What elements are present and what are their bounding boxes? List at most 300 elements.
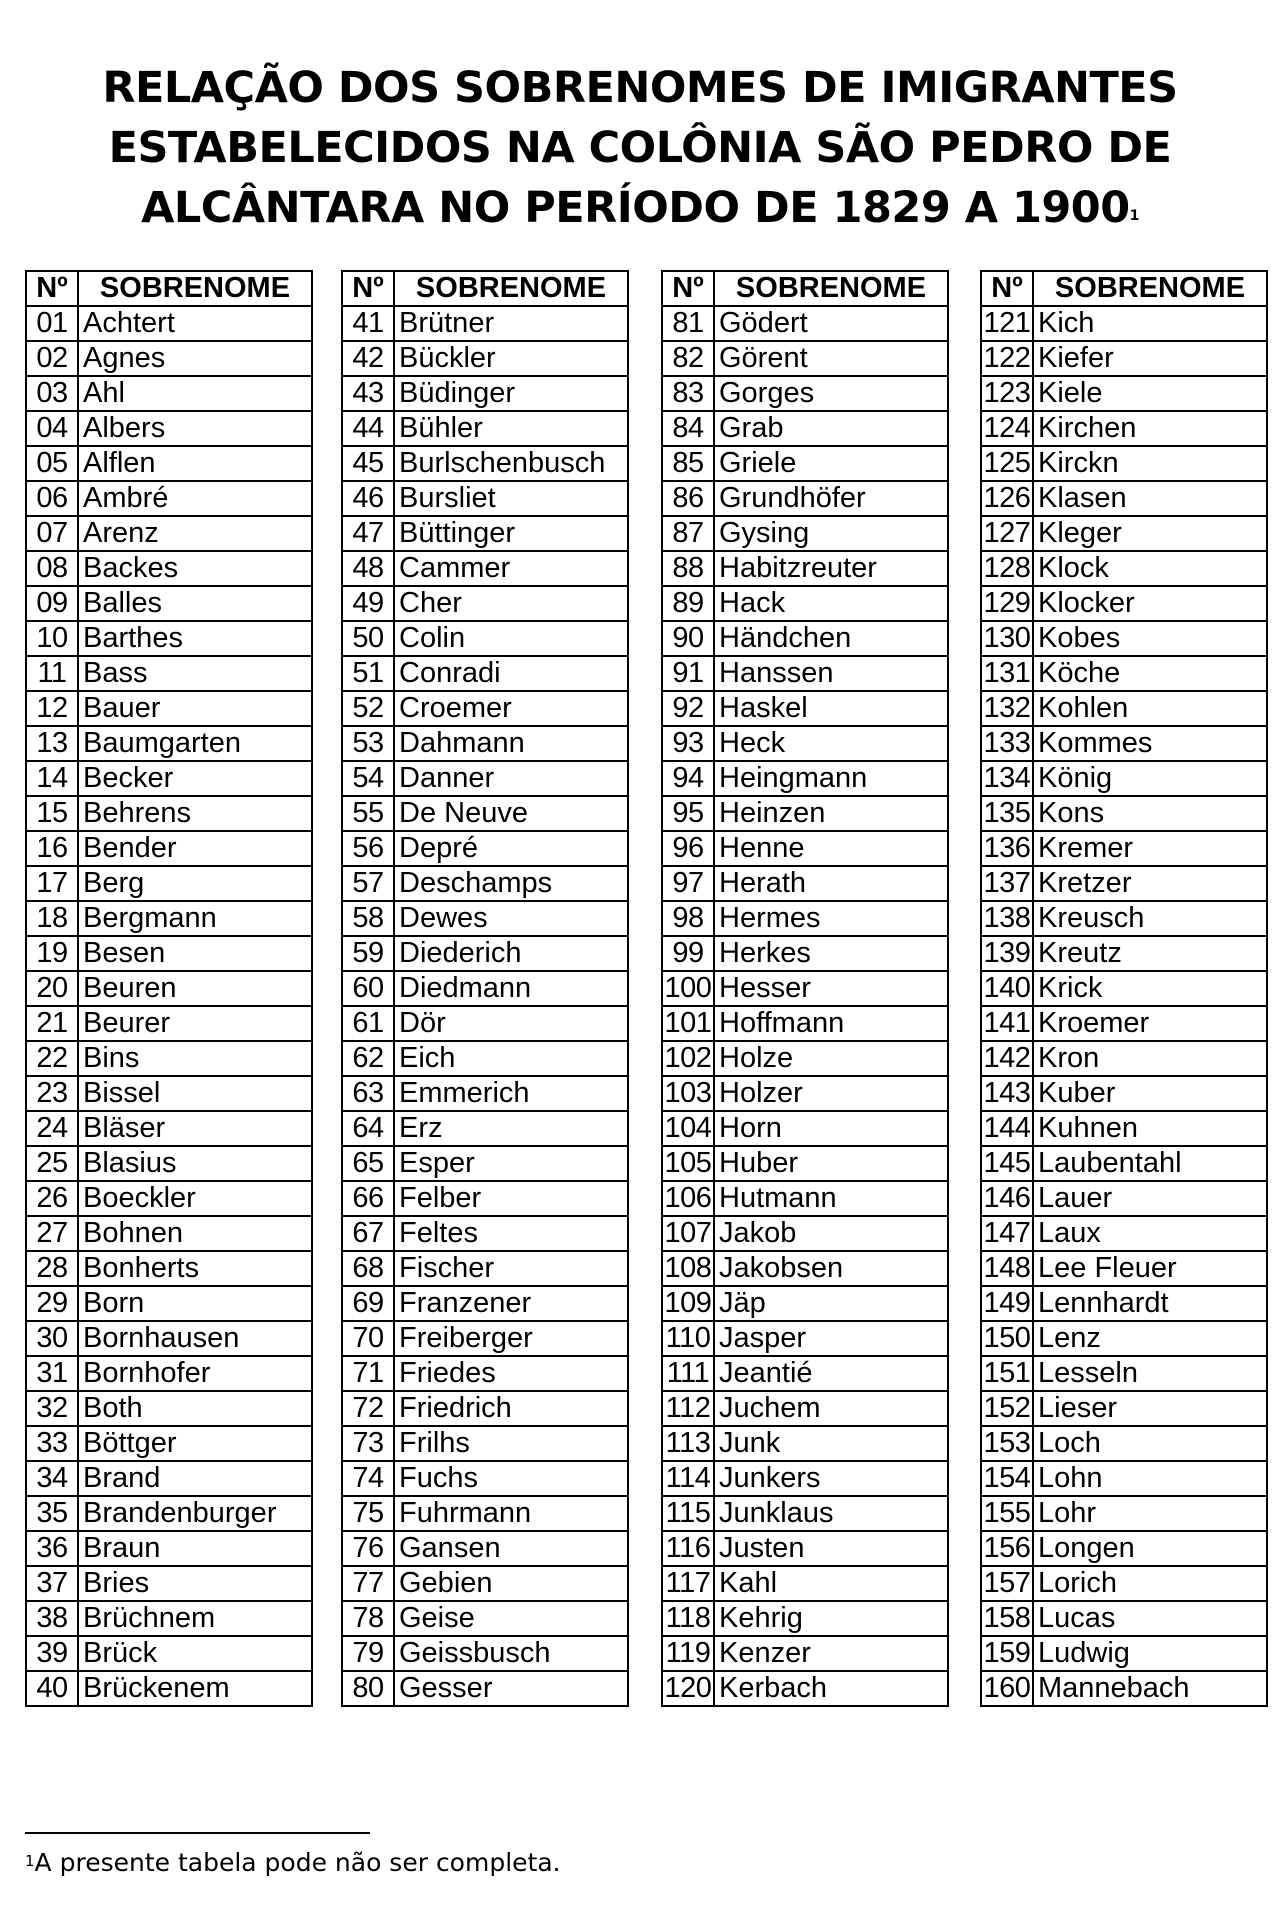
table-row xyxy=(26,306,312,341)
row-number: 123 xyxy=(981,376,1033,411)
row-number: 34 xyxy=(26,1461,78,1496)
row-number: 01 xyxy=(26,306,78,341)
row-surname: Frilhs xyxy=(394,1426,628,1461)
row-surname: Hutmann xyxy=(714,1181,948,1216)
table-row xyxy=(662,866,948,901)
table-header-row xyxy=(342,271,628,306)
row-surname: Felber xyxy=(394,1181,628,1216)
row-surname: Kretzer xyxy=(1033,866,1267,901)
row-number: 111 xyxy=(662,1356,714,1391)
header-surname: SOBRENOME xyxy=(78,271,312,306)
row-surname: Henne xyxy=(714,831,948,866)
table-row xyxy=(981,1251,1267,1286)
row-number: 133 xyxy=(981,726,1033,761)
row-number: 72 xyxy=(342,1391,394,1426)
table-row xyxy=(26,1251,312,1286)
row-number: 150 xyxy=(981,1321,1033,1356)
table-row xyxy=(26,691,312,726)
row-number: 89 xyxy=(662,586,714,621)
row-number: 49 xyxy=(342,586,394,621)
row-number: 21 xyxy=(26,1006,78,1041)
row-number: 73 xyxy=(342,1426,394,1461)
row-number: 11 xyxy=(26,656,78,691)
row-number: 02 xyxy=(26,341,78,376)
table-row xyxy=(342,1636,628,1671)
row-number: 20 xyxy=(26,971,78,1006)
row-surname: Diederich xyxy=(394,936,628,971)
row-surname: Kuhnen xyxy=(1033,1111,1267,1146)
table-row xyxy=(342,516,628,551)
row-number: 37 xyxy=(26,1566,78,1601)
table-row xyxy=(342,1181,628,1216)
row-surname: Arenz xyxy=(78,516,312,551)
table-row xyxy=(981,1076,1267,1111)
table-row xyxy=(26,1496,312,1531)
surname-table xyxy=(980,270,1268,1707)
table-row xyxy=(981,656,1267,691)
table-row xyxy=(662,306,948,341)
table-row xyxy=(662,1426,948,1461)
table-row xyxy=(26,971,312,1006)
row-number: 131 xyxy=(981,656,1033,691)
row-surname: Freiberger xyxy=(394,1321,628,1356)
row-number: 12 xyxy=(26,691,78,726)
row-number: 95 xyxy=(662,796,714,831)
row-number: 22 xyxy=(26,1041,78,1076)
table-row xyxy=(981,1671,1267,1706)
table-row xyxy=(26,481,312,516)
table-row xyxy=(981,411,1267,446)
row-surname: Burlschenbusch xyxy=(394,446,628,481)
row-number: 87 xyxy=(662,516,714,551)
surname-table xyxy=(341,270,629,1707)
row-surname: Haskel xyxy=(714,691,948,726)
row-number: 107 xyxy=(662,1216,714,1251)
footnote xyxy=(25,1845,561,1881)
row-surname: Kreusch xyxy=(1033,901,1267,936)
row-surname: Balles xyxy=(78,586,312,621)
row-number: 38 xyxy=(26,1601,78,1636)
row-surname: Agnes xyxy=(78,341,312,376)
row-surname: Lee Fleuer xyxy=(1033,1251,1267,1286)
row-number: 77 xyxy=(342,1566,394,1601)
row-surname: Feltes xyxy=(394,1216,628,1251)
row-surname: Görent xyxy=(714,341,948,376)
row-number: 85 xyxy=(662,446,714,481)
row-number: 158 xyxy=(981,1601,1033,1636)
table-row xyxy=(26,1356,312,1391)
table-row xyxy=(662,1321,948,1356)
footnote-marker: 1 xyxy=(25,1852,35,1870)
table-row xyxy=(342,341,628,376)
row-surname: Krick xyxy=(1033,971,1267,1006)
row-number: 28 xyxy=(26,1251,78,1286)
row-number: 10 xyxy=(26,621,78,656)
row-surname: Bornhausen xyxy=(78,1321,312,1356)
row-number: 98 xyxy=(662,901,714,936)
table-row xyxy=(981,1426,1267,1461)
row-surname: Junkers xyxy=(714,1461,948,1496)
row-number: 97 xyxy=(662,866,714,901)
row-surname: Junklaus xyxy=(714,1496,948,1531)
row-surname: Beurer xyxy=(78,1006,312,1041)
row-number: 137 xyxy=(981,866,1033,901)
table-row xyxy=(981,971,1267,1006)
table-row xyxy=(981,726,1267,761)
row-surname: Klasen xyxy=(1033,481,1267,516)
table-row xyxy=(342,621,628,656)
table-row xyxy=(26,1006,312,1041)
row-surname: Heingmann xyxy=(714,761,948,796)
row-surname: Dör xyxy=(394,1006,628,1041)
row-number: 76 xyxy=(342,1531,394,1566)
row-number: 42 xyxy=(342,341,394,376)
row-number: 30 xyxy=(26,1321,78,1356)
row-surname: Heck xyxy=(714,726,948,761)
row-surname: Kahl xyxy=(714,1566,948,1601)
row-surname: Händchen xyxy=(714,621,948,656)
row-number: 154 xyxy=(981,1461,1033,1496)
table-row xyxy=(342,1461,628,1496)
surname-table xyxy=(25,270,313,1707)
row-number: 45 xyxy=(342,446,394,481)
table-row xyxy=(662,1041,948,1076)
row-surname: Griele xyxy=(714,446,948,481)
table-row xyxy=(981,1461,1267,1496)
footnote-reference: 1 xyxy=(1129,208,1139,224)
row-surname: Esper xyxy=(394,1146,628,1181)
row-surname: Grab xyxy=(714,411,948,446)
row-number: 147 xyxy=(981,1216,1033,1251)
row-surname: Baumgarten xyxy=(78,726,312,761)
table-row xyxy=(662,621,948,656)
row-number: 26 xyxy=(26,1181,78,1216)
row-surname: Friedrich xyxy=(394,1391,628,1426)
row-number: 103 xyxy=(662,1076,714,1111)
row-number: 81 xyxy=(662,306,714,341)
row-number: 07 xyxy=(26,516,78,551)
row-surname: Köche xyxy=(1033,656,1267,691)
row-surname: Bohnen xyxy=(78,1216,312,1251)
table-row xyxy=(662,376,948,411)
table-row xyxy=(981,691,1267,726)
row-number: 136 xyxy=(981,831,1033,866)
table-row xyxy=(662,1076,948,1111)
row-number: 36 xyxy=(26,1531,78,1566)
table-row xyxy=(26,1566,312,1601)
row-surname: Jakobsen xyxy=(714,1251,948,1286)
table-row xyxy=(26,621,312,656)
table-row xyxy=(662,1216,948,1251)
row-number: 59 xyxy=(342,936,394,971)
row-surname: Ambré xyxy=(78,481,312,516)
table-row xyxy=(26,1461,312,1496)
row-surname: Gesser xyxy=(394,1671,628,1706)
row-surname: Hoffmann xyxy=(714,1006,948,1041)
row-surname: Eich xyxy=(394,1041,628,1076)
surname-table xyxy=(661,270,949,1707)
table-row xyxy=(662,901,948,936)
table-row xyxy=(26,376,312,411)
row-number: 74 xyxy=(342,1461,394,1496)
row-surname: Klock xyxy=(1033,551,1267,586)
row-surname: Kich xyxy=(1033,306,1267,341)
table-row xyxy=(981,866,1267,901)
row-number: 156 xyxy=(981,1531,1033,1566)
row-surname: Ludwig xyxy=(1033,1636,1267,1671)
footnote-divider xyxy=(25,1832,370,1834)
row-number: 64 xyxy=(342,1111,394,1146)
row-number: 104 xyxy=(662,1111,714,1146)
row-surname: Hanssen xyxy=(714,656,948,691)
table-row xyxy=(342,306,628,341)
row-surname: Brüchnem xyxy=(78,1601,312,1636)
table-row xyxy=(981,1216,1267,1251)
table-row xyxy=(26,411,312,446)
row-number: 130 xyxy=(981,621,1033,656)
row-surname: Croemer xyxy=(394,691,628,726)
row-number: 90 xyxy=(662,621,714,656)
row-surname: Brand xyxy=(78,1461,312,1496)
table-row xyxy=(662,1531,948,1566)
row-surname: Achtert xyxy=(78,306,312,341)
row-number: 129 xyxy=(981,586,1033,621)
title-line: RELAÇÃO DOS SOBRENOMES DE IMIGRANTES xyxy=(102,63,1178,113)
row-surname: Horn xyxy=(714,1111,948,1146)
row-surname: Bursliet xyxy=(394,481,628,516)
row-number: 62 xyxy=(342,1041,394,1076)
table-row xyxy=(662,691,948,726)
row-surname: Becker xyxy=(78,761,312,796)
table-row xyxy=(26,1636,312,1671)
row-surname: Bass xyxy=(78,656,312,691)
table-row xyxy=(26,1146,312,1181)
table-row xyxy=(26,586,312,621)
row-surname: Bissel xyxy=(78,1076,312,1111)
table-row xyxy=(662,1006,948,1041)
table-row xyxy=(981,761,1267,796)
row-surname: Loch xyxy=(1033,1426,1267,1461)
row-surname: Colin xyxy=(394,621,628,656)
table-row xyxy=(981,1041,1267,1076)
table-row xyxy=(342,1496,628,1531)
table-row xyxy=(981,621,1267,656)
table-row xyxy=(981,481,1267,516)
table-row xyxy=(26,936,312,971)
row-number: 132 xyxy=(981,691,1033,726)
row-number: 68 xyxy=(342,1251,394,1286)
row-number: 40 xyxy=(26,1671,78,1706)
row-surname: Born xyxy=(78,1286,312,1321)
row-surname: Kremer xyxy=(1033,831,1267,866)
row-number: 53 xyxy=(342,726,394,761)
row-surname: Huber xyxy=(714,1146,948,1181)
row-number: 78 xyxy=(342,1601,394,1636)
row-number: 146 xyxy=(981,1181,1033,1216)
table-row xyxy=(981,831,1267,866)
row-number: 128 xyxy=(981,551,1033,586)
table-row xyxy=(981,341,1267,376)
row-surname: Gysing xyxy=(714,516,948,551)
table-row xyxy=(662,1286,948,1321)
table-row xyxy=(981,446,1267,481)
row-number: 57 xyxy=(342,866,394,901)
row-surname: Berg xyxy=(78,866,312,901)
row-surname: Conradi xyxy=(394,656,628,691)
table-row xyxy=(342,1426,628,1461)
row-number: 113 xyxy=(662,1426,714,1461)
row-surname: Deschamps xyxy=(394,866,628,901)
row-surname: Backes xyxy=(78,551,312,586)
row-surname: Kerbach xyxy=(714,1671,948,1706)
table-row xyxy=(342,831,628,866)
row-number: 46 xyxy=(342,481,394,516)
row-number: 138 xyxy=(981,901,1033,936)
table-row xyxy=(26,341,312,376)
row-surname: Kobes xyxy=(1033,621,1267,656)
table-row xyxy=(342,1566,628,1601)
row-number: 70 xyxy=(342,1321,394,1356)
page-title xyxy=(60,58,1220,238)
row-number: 99 xyxy=(662,936,714,971)
table-row xyxy=(342,1041,628,1076)
row-number: 112 xyxy=(662,1391,714,1426)
table-row xyxy=(26,1286,312,1321)
table-row xyxy=(662,1111,948,1146)
row-surname: Kommes xyxy=(1033,726,1267,761)
row-surname: Ahl xyxy=(78,376,312,411)
row-surname: Hack xyxy=(714,586,948,621)
row-surname: Bergmann xyxy=(78,901,312,936)
row-surname: Diedmann xyxy=(394,971,628,1006)
row-surname: Both xyxy=(78,1391,312,1426)
row-surname: Herkes xyxy=(714,936,948,971)
row-surname: Bonherts xyxy=(78,1251,312,1286)
title-line-text: ALCÂNTARA NO PERÍODO DE 1829 A 1900 xyxy=(141,183,1130,233)
table-row xyxy=(662,411,948,446)
row-surname: Laux xyxy=(1033,1216,1267,1251)
row-surname: Gansen xyxy=(394,1531,628,1566)
row-number: 16 xyxy=(26,831,78,866)
row-number: 96 xyxy=(662,831,714,866)
row-surname: Böttger xyxy=(78,1426,312,1461)
table-row xyxy=(981,796,1267,831)
header-number: Nº xyxy=(662,271,714,306)
table-row xyxy=(342,936,628,971)
table-row xyxy=(662,1636,948,1671)
table-row xyxy=(662,1601,948,1636)
row-number: 106 xyxy=(662,1181,714,1216)
row-surname: Hesser xyxy=(714,971,948,1006)
row-number: 115 xyxy=(662,1496,714,1531)
row-surname: Dahmann xyxy=(394,726,628,761)
row-number: 23 xyxy=(26,1076,78,1111)
row-number: 152 xyxy=(981,1391,1033,1426)
table-row xyxy=(981,586,1267,621)
table-row xyxy=(26,516,312,551)
row-number: 33 xyxy=(26,1426,78,1461)
table-row xyxy=(342,586,628,621)
row-surname: Braun xyxy=(78,1531,312,1566)
table-header-row xyxy=(662,271,948,306)
row-surname: Büttinger xyxy=(394,516,628,551)
row-surname: Brütner xyxy=(394,306,628,341)
row-number: 43 xyxy=(342,376,394,411)
table-row xyxy=(26,901,312,936)
row-number: 61 xyxy=(342,1006,394,1041)
row-number: 27 xyxy=(26,1216,78,1251)
table-row xyxy=(342,866,628,901)
table-row xyxy=(981,901,1267,936)
table-row xyxy=(342,691,628,726)
row-surname: Kreutz xyxy=(1033,936,1267,971)
row-surname: Kiefer xyxy=(1033,341,1267,376)
table-row xyxy=(981,1636,1267,1671)
row-number: 117 xyxy=(662,1566,714,1601)
table-row xyxy=(981,516,1267,551)
row-number: 48 xyxy=(342,551,394,586)
row-number: 24 xyxy=(26,1111,78,1146)
table-row xyxy=(981,306,1267,341)
row-surname: De Neuve xyxy=(394,796,628,831)
row-surname: Behrens xyxy=(78,796,312,831)
table-row xyxy=(662,1146,948,1181)
row-number: 41 xyxy=(342,306,394,341)
row-surname: Kron xyxy=(1033,1041,1267,1076)
table-row xyxy=(662,1496,948,1531)
table-row xyxy=(981,1286,1267,1321)
row-surname: Lieser xyxy=(1033,1391,1267,1426)
row-number: 121 xyxy=(981,306,1033,341)
table-header-row xyxy=(981,271,1267,306)
row-number: 52 xyxy=(342,691,394,726)
header-number: Nº xyxy=(342,271,394,306)
row-number: 67 xyxy=(342,1216,394,1251)
row-number: 82 xyxy=(662,341,714,376)
row-surname: Lennhardt xyxy=(1033,1286,1267,1321)
row-number: 54 xyxy=(342,761,394,796)
table-row xyxy=(342,1111,628,1146)
row-surname: Longen xyxy=(1033,1531,1267,1566)
table-row xyxy=(342,726,628,761)
table-row xyxy=(662,1356,948,1391)
row-number: 155 xyxy=(981,1496,1033,1531)
table-row xyxy=(662,831,948,866)
table-header-row xyxy=(26,271,312,306)
row-surname: Brückenem xyxy=(78,1671,312,1706)
row-surname: Kehrig xyxy=(714,1601,948,1636)
row-surname: Beuren xyxy=(78,971,312,1006)
row-surname: Bries xyxy=(78,1566,312,1601)
table-row xyxy=(662,971,948,1006)
table-row xyxy=(981,551,1267,586)
row-number: 101 xyxy=(662,1006,714,1041)
table-row xyxy=(662,481,948,516)
row-number: 50 xyxy=(342,621,394,656)
row-surname: Depré xyxy=(394,831,628,866)
table-row xyxy=(26,1111,312,1146)
footnote-text: A presente tabela pode não ser completa. xyxy=(34,1848,561,1877)
row-number: 134 xyxy=(981,761,1033,796)
row-number: 120 xyxy=(662,1671,714,1706)
table-row xyxy=(981,1181,1267,1216)
table-row xyxy=(981,1601,1267,1636)
row-surname: Bückler xyxy=(394,341,628,376)
row-number: 08 xyxy=(26,551,78,586)
row-surname: Jäp xyxy=(714,1286,948,1321)
table-row xyxy=(26,761,312,796)
row-surname: Franzener xyxy=(394,1286,628,1321)
